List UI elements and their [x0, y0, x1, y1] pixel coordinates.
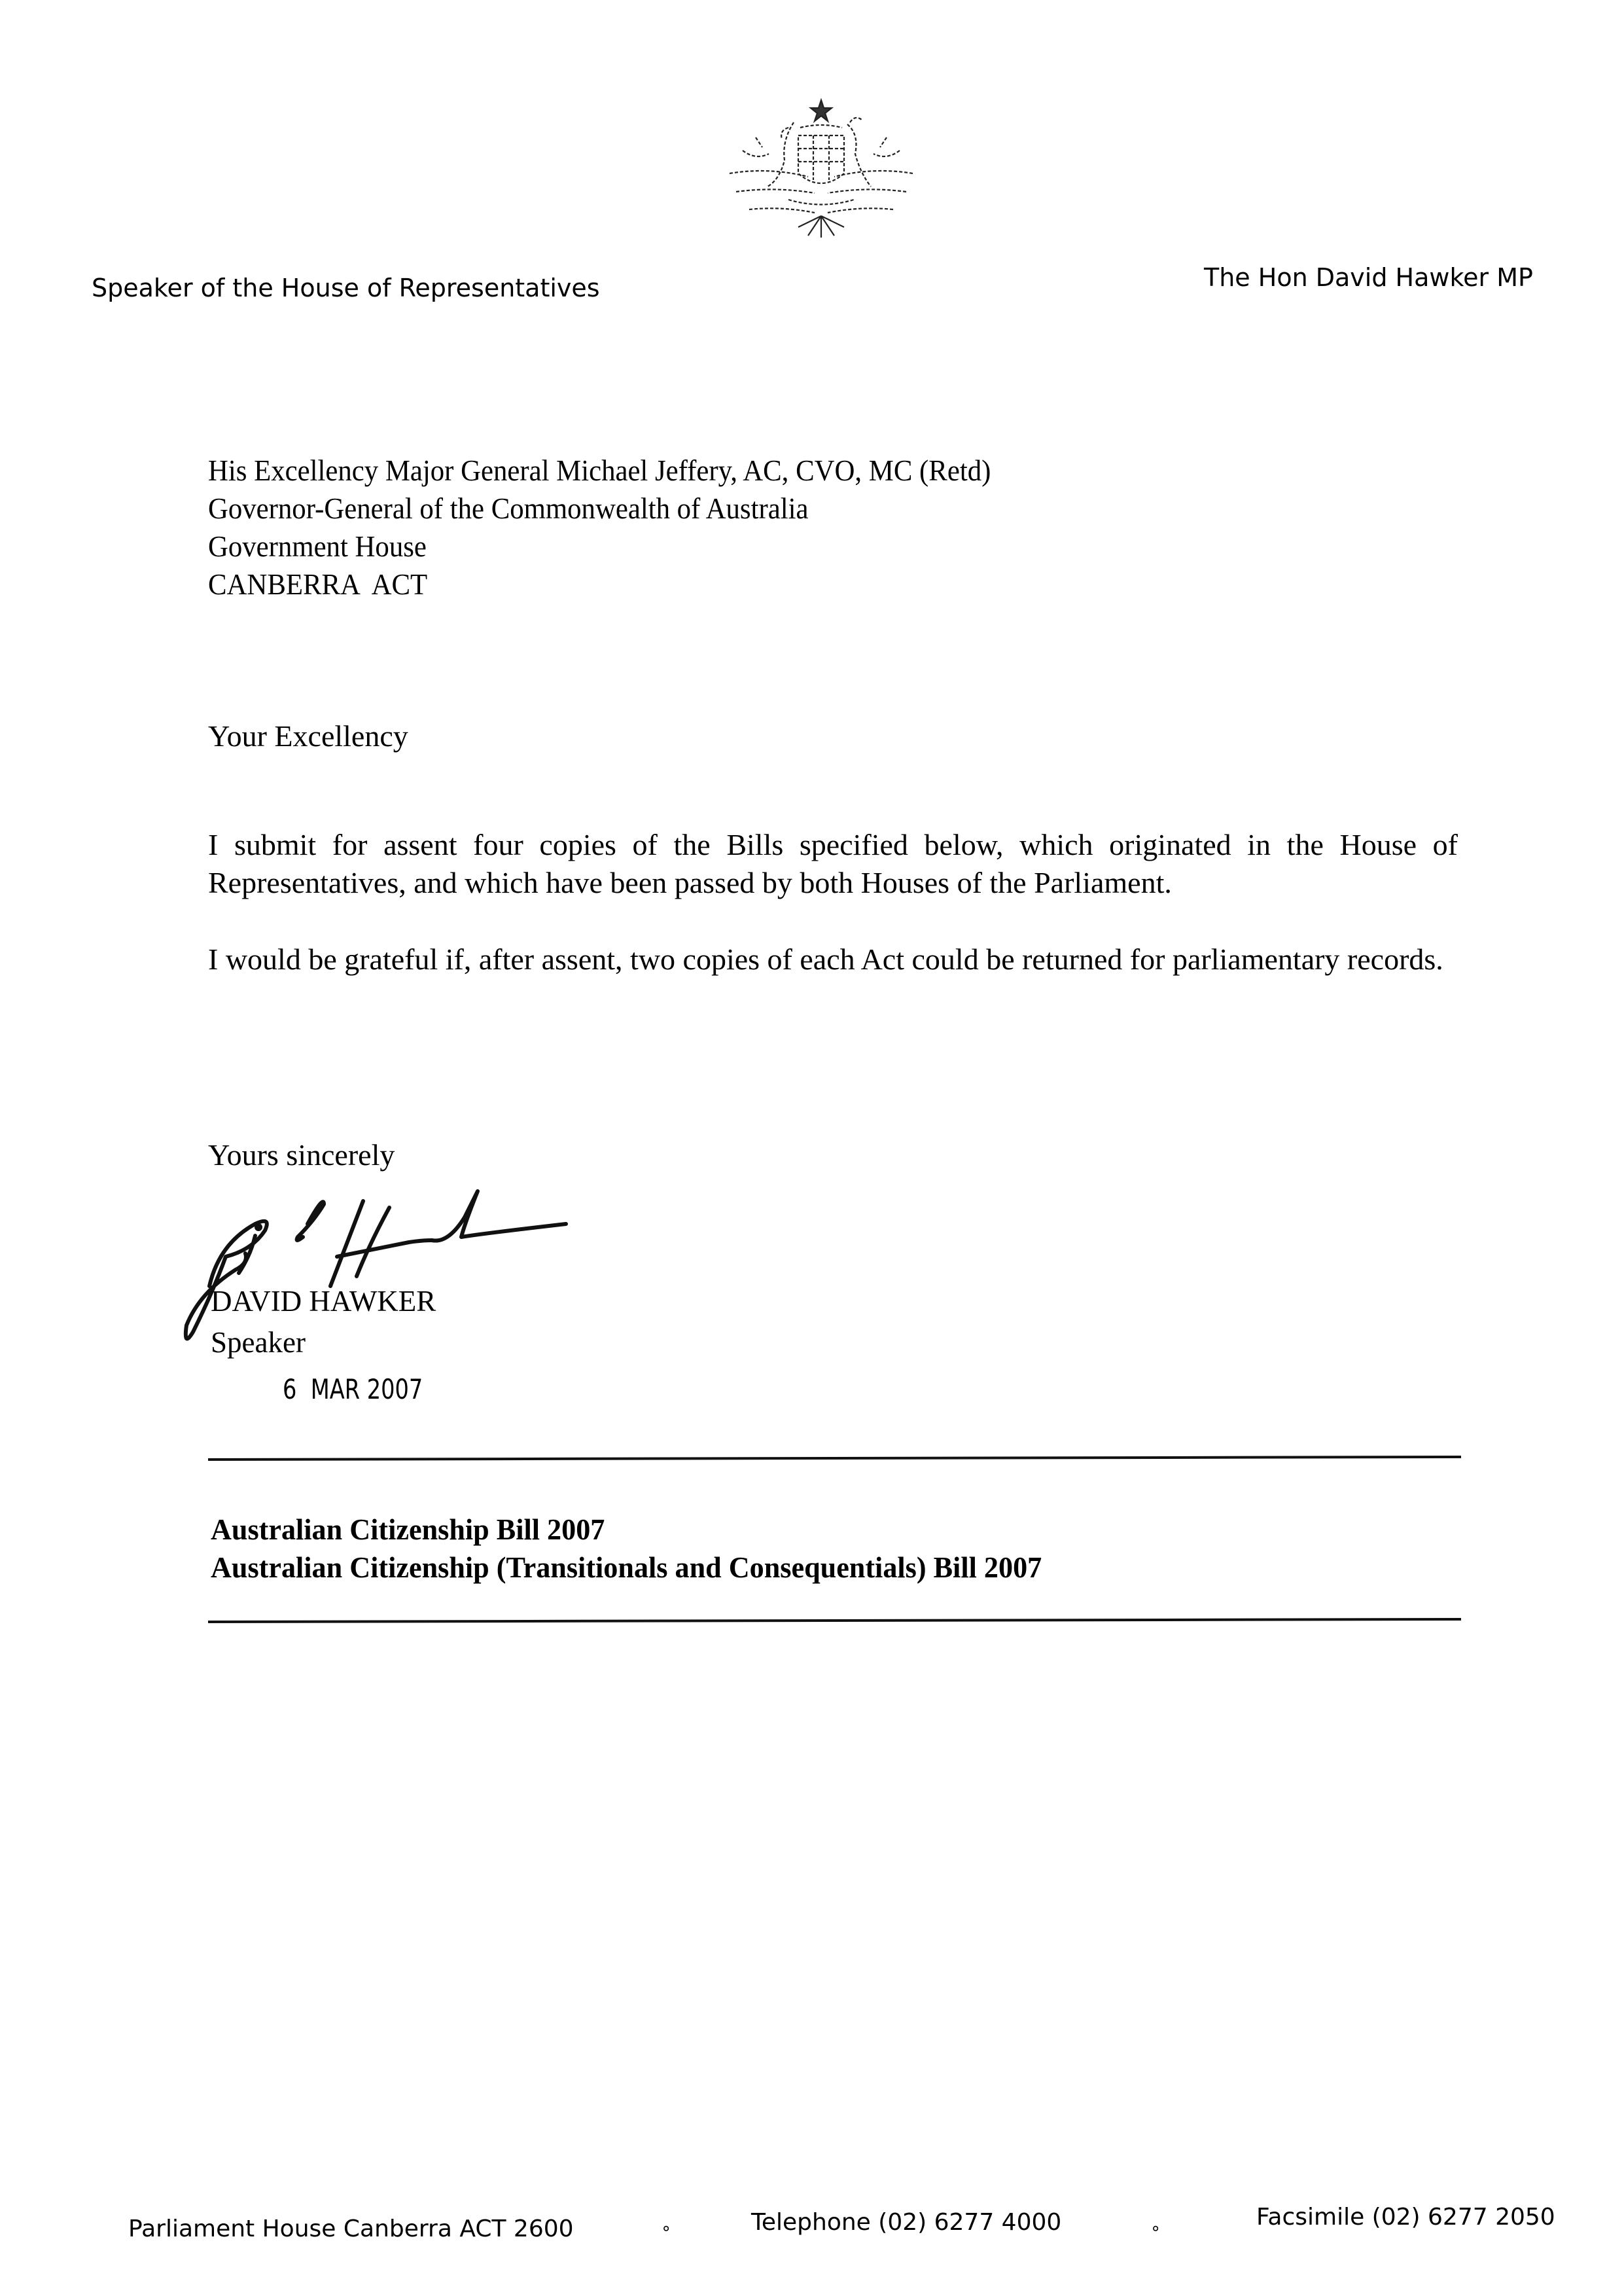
recipient-line: His Excellency Major General Michael Jeffery, AC, CVO, MC (Retd) — [208, 454, 991, 487]
letterhead-sender: The Hon David Hawker MP — [1204, 263, 1533, 292]
closing: Yours sincerely — [208, 1138, 395, 1172]
footer-address: Parliament House Canberra ACT 2600 — [128, 2215, 574, 2242]
signer-title: Speaker — [211, 1326, 306, 1359]
footer-separator-icon: ∘ — [1150, 2219, 1161, 2238]
coat-of-arms-emblem — [716, 88, 926, 245]
salutation: Your Excellency — [208, 719, 408, 753]
recipient-line: Governor-General of the Commonwealth of Australia — [208, 492, 809, 525]
body-paragraph: I submit for assent four copies of the Bills specified below, which originated in the House of Representatives, and which have been passed by both Houses of the Parliament. — [208, 828, 1458, 899]
letterhead-office: Speaker of the House of Representatives — [92, 274, 600, 302]
recipient-line: CANBERRA ACT — [208, 567, 428, 601]
bill-title: Australian Citizenship (Transitionals and Consequentials) Bill 2007 — [211, 1551, 1042, 1584]
footer-facsimile: Facsimile (02) 6277 2050 — [1256, 2204, 1555, 2231]
handwritten-signature — [173, 1178, 579, 1348]
recipient-line: Government House — [208, 529, 427, 563]
recipient-address — [208, 452, 1050, 603]
divider-rule — [208, 1456, 1461, 1461]
bill-title: Australian Citizenship Bill 2007 — [211, 1513, 605, 1546]
signer-name: DAVID HAWKER — [211, 1285, 436, 1318]
footer-separator-icon: ∘ — [661, 2219, 672, 2238]
date-stamp: 6 MAR 2007 — [283, 1373, 423, 1405]
bill-list — [211, 1511, 1076, 1587]
divider-rule — [208, 1618, 1461, 1623]
footer-telephone: Telephone (02) 6277 4000 — [751, 2209, 1062, 2236]
body-paragraph: I would be grateful if, after assent, two copies of each Act could be returned for parliamentary records. — [208, 942, 1443, 976]
